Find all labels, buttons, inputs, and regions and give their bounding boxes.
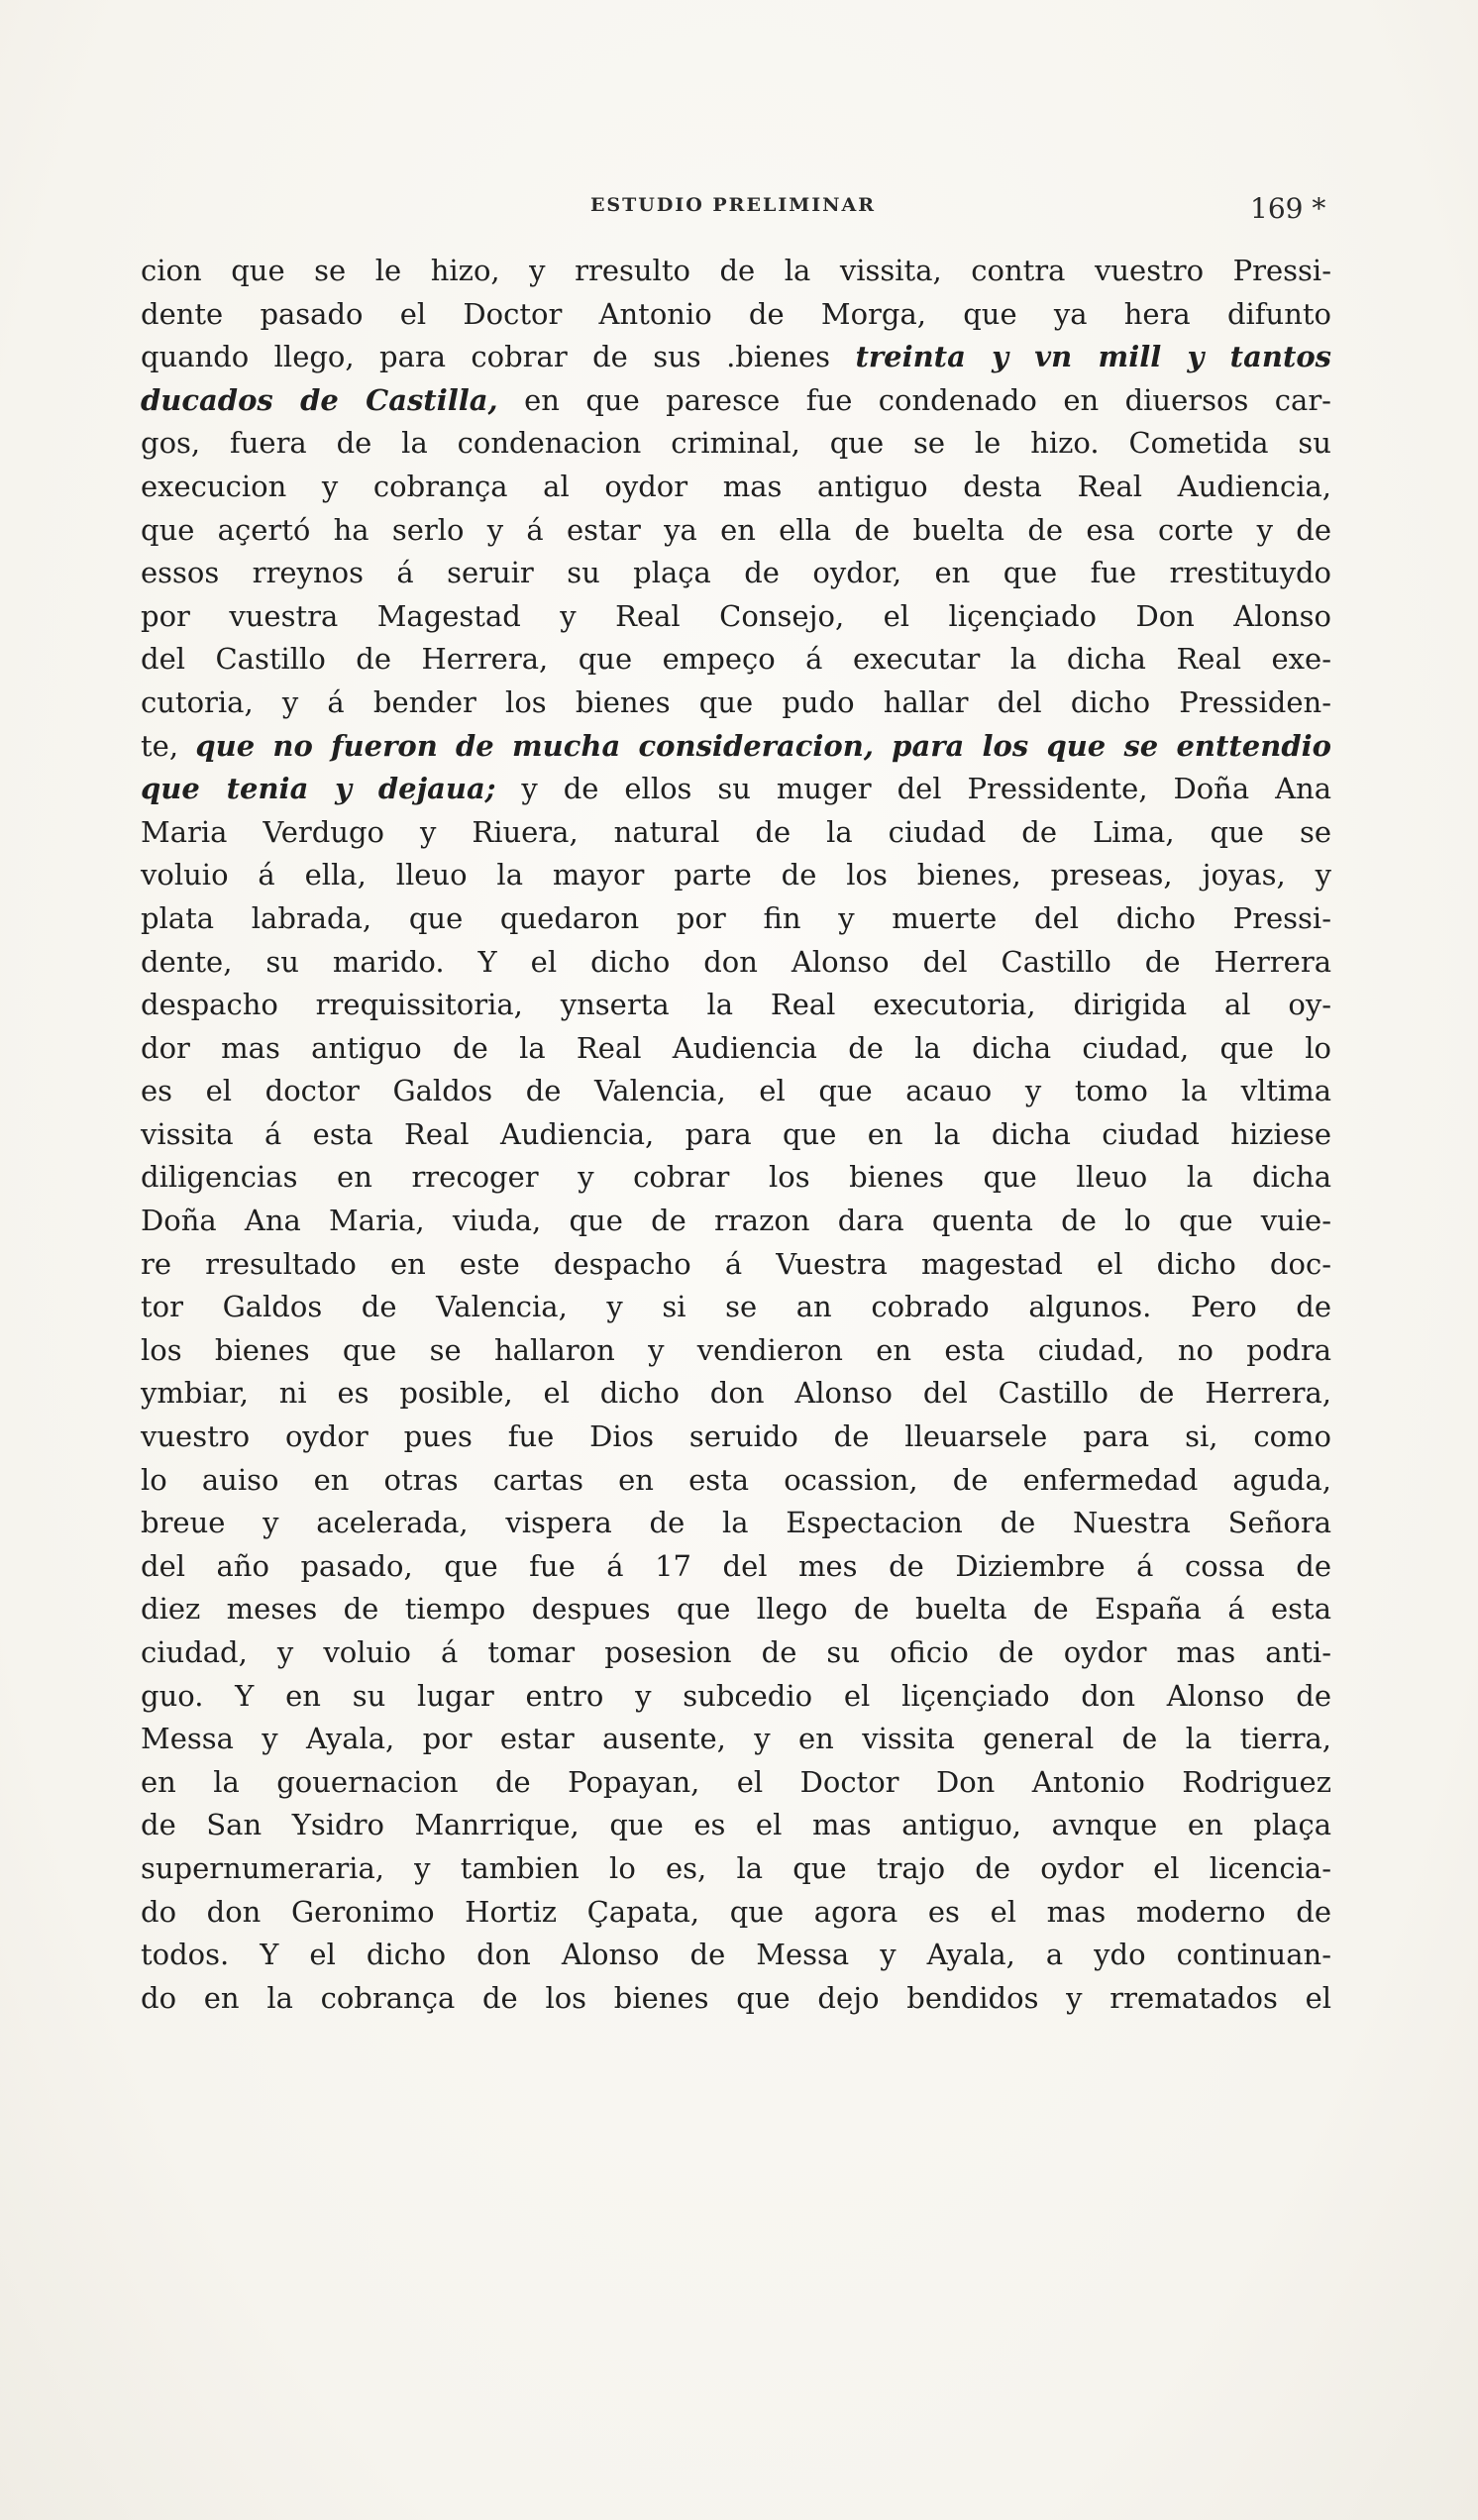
text-line: [141, 1761, 1331, 1805]
body-text: [141, 250, 1331, 2020]
text-span: de San Ysidro Manrrique, que es el mas antiguo, avnque en plaça: [141, 1808, 1331, 1842]
text-line: [141, 293, 1331, 337]
text-span: cutoria, y á bender los bienes que pudo hallar del dicho Pressiden-: [141, 684, 1331, 719]
text-line: [141, 854, 1331, 897]
text-span: Maria Verdugo y Riuera, natural de la ciudad de Lima, que se: [141, 814, 1331, 849]
text-line: [141, 1545, 1331, 1589]
text-line: [141, 811, 1331, 855]
text-line: [141, 466, 1331, 509]
text-line: [141, 1502, 1331, 1545]
text-span: cion que se le hizo, y rresulto de la vissita, contra vuestro Pressi-: [141, 254, 1331, 287]
text-line: [141, 336, 1331, 379]
text-line: [141, 1631, 1331, 1675]
text-span: plata labrada, que quedaron por fin y muerte del dicho Pressi-: [141, 900, 1331, 935]
text-line: [141, 1847, 1331, 1891]
text-line: [141, 595, 1331, 639]
text-span: que açertó ha serlo y á estar ya en ella de buelta de esa corte y de: [141, 512, 1331, 547]
text-line: [141, 725, 1331, 769]
text-span: todos. Y el dicho don Alonso de Messa y Ayala, a ydo continuan-: [141, 1938, 1331, 1972]
text-line: [141, 1329, 1331, 1373]
text-line: [141, 682, 1331, 725]
text-line: [141, 897, 1331, 941]
text-line: [141, 1977, 1331, 2021]
text-span: en la gouernacion de Popayan, el Doctor Don Antonio Rodriguez: [141, 1764, 1331, 1799]
text-line: [141, 1675, 1331, 1719]
text-span: del Castillo de Herrera, que empeço á executar la dicha Real exe-: [141, 642, 1331, 677]
text-span: vissita á esta Real Audiencia, para que en la dicha ciudad hiziese: [141, 1116, 1331, 1151]
text-line: [141, 1027, 1331, 1071]
text-span: Doña Ana Maria, viuda, que de rrazon dara quenta de lo que vuie-: [141, 1204, 1331, 1238]
text-span: do en la cobrança de los bienes que dejo bendidos y rrematados el: [141, 1980, 1331, 2015]
text-span: del año pasado, que fue á 17 del mes de Diziembre á cossa de: [141, 1548, 1331, 1583]
text-line: [141, 1286, 1331, 1329]
text-line: [141, 1891, 1331, 1935]
text-span: vuestro oydor pues fue Dios seruido de lleuarsele para si, como: [141, 1419, 1331, 1454]
text-span: quando llego, para cobrar de sus .bienes: [141, 340, 856, 374]
italic-text: que no fueron de mucha consideracion, para los que se enttendio: [195, 728, 1331, 763]
text-span: por vuestra Magestad y Real Consejo, el liçençiado Don Alonso: [141, 598, 1331, 633]
text-line: [141, 1934, 1331, 1977]
text-line: [141, 1459, 1331, 1503]
text-span: guo. Y en su lugar entro y subcedio el liçençiado don Alonso de: [141, 1678, 1331, 1713]
text-span: los bienes que se hallaron y vendieron en esta ciudad, no podra: [141, 1332, 1331, 1367]
text-line: [141, 941, 1331, 985]
text-line: [141, 552, 1331, 595]
text-span: ymbiar, ni es posible, el dicho don Alonso del Castillo de Herrera,: [141, 1376, 1331, 1411]
text-span: tor Galdos de Valencia, y si se an cobrado algunos. Pero de: [141, 1290, 1331, 1324]
text-span: execucion y cobrança al oydor mas antiguo desta Real Audiencia,: [141, 469, 1331, 503]
text-span: re rresultado en este despacho á Vuestra magestad el dicho doc-: [141, 1246, 1331, 1281]
text-line: [141, 250, 1331, 293]
running-head: ESTUDIO PRELIMINAR: [589, 194, 877, 216]
text-line: [141, 379, 1331, 423]
text-line: [141, 1156, 1331, 1200]
text-line: [141, 1372, 1331, 1416]
text-span: ciudad, y voluio á tomar posesion de su oficio de oydor mas anti-: [141, 1635, 1331, 1669]
text-span: despacho rrequissitoria, ynserta la Real executoria, dirigida al oy-: [141, 988, 1331, 1022]
text-span: diez meses de tiempo despues que llego de buelta de España á esta: [141, 1592, 1331, 1627]
italic-text: treinta y vn mill y tantos: [855, 340, 1332, 374]
text-line: [141, 1243, 1331, 1287]
text-span: dente pasado el Doctor Antonio de Morga, que ya hera difunto: [141, 296, 1331, 331]
text-span: lo auiso en otras cartas en esta ocassion, de enfermedad aguda,: [141, 1462, 1331, 1497]
text-span: dor mas antiguo de la Real Audiencia de la dicha ciudad, que lo: [141, 1030, 1331, 1065]
text-span: te,: [141, 728, 196, 763]
text-span: es el doctor Galdos de Valencia, el que acauo y tomo la vltima: [141, 1074, 1331, 1108]
text-span: en que paresce fue condenado en diuersos car-: [497, 382, 1331, 417]
text-span: y de ellos su muger del Pressidente, Doña Ana: [495, 772, 1331, 806]
page-number: 169 *: [1250, 192, 1326, 225]
text-line: [141, 984, 1331, 1027]
italic-text: ducados de Castilla,: [141, 382, 498, 417]
text-line: [141, 638, 1331, 682]
text-line: [141, 1804, 1331, 1847]
text-span: essos rreynos á seruir su plaça de oydor, en que fue rrestituydo: [141, 556, 1331, 590]
text-line: [141, 1070, 1331, 1113]
text-line: [141, 1416, 1331, 1459]
text-line: [141, 422, 1331, 466]
text-span: gos, fuera de la condenacion criminal, que se le hizo. Cometida su: [141, 426, 1331, 461]
text-span: breue y acelerada, vispera de la Espectacion de Nuestra Señora: [141, 1506, 1331, 1540]
text-span: do don Geronimo Hortiz Çapata, que agora es el mas moderno de: [141, 1894, 1331, 1929]
text-span: supernumeraria, y tambien lo es, la que trajo de oydor el licencia-: [141, 1850, 1331, 1885]
italic-text: que tenia y dejaua;: [141, 772, 496, 806]
text-line: [141, 1200, 1331, 1243]
text-line: [141, 1113, 1331, 1157]
text-span: Messa y Ayala, por estar ausente, y en vissita general de la tierra,: [141, 1722, 1331, 1756]
text-line: [141, 509, 1331, 553]
text-span: voluio á ella, lleuo la mayor parte de los bienes, preseas, joyas, y: [141, 858, 1331, 892]
text-line: [141, 1588, 1331, 1631]
text-line: [141, 1718, 1331, 1761]
text-span: diligencias en rrecoger y cobrar los bienes que lleuo la dicha: [141, 1160, 1331, 1195]
text-line: [141, 768, 1331, 811]
text-span: dente, su marido. Y el dicho don Alonso del Castillo de Herrera: [141, 944, 1331, 979]
